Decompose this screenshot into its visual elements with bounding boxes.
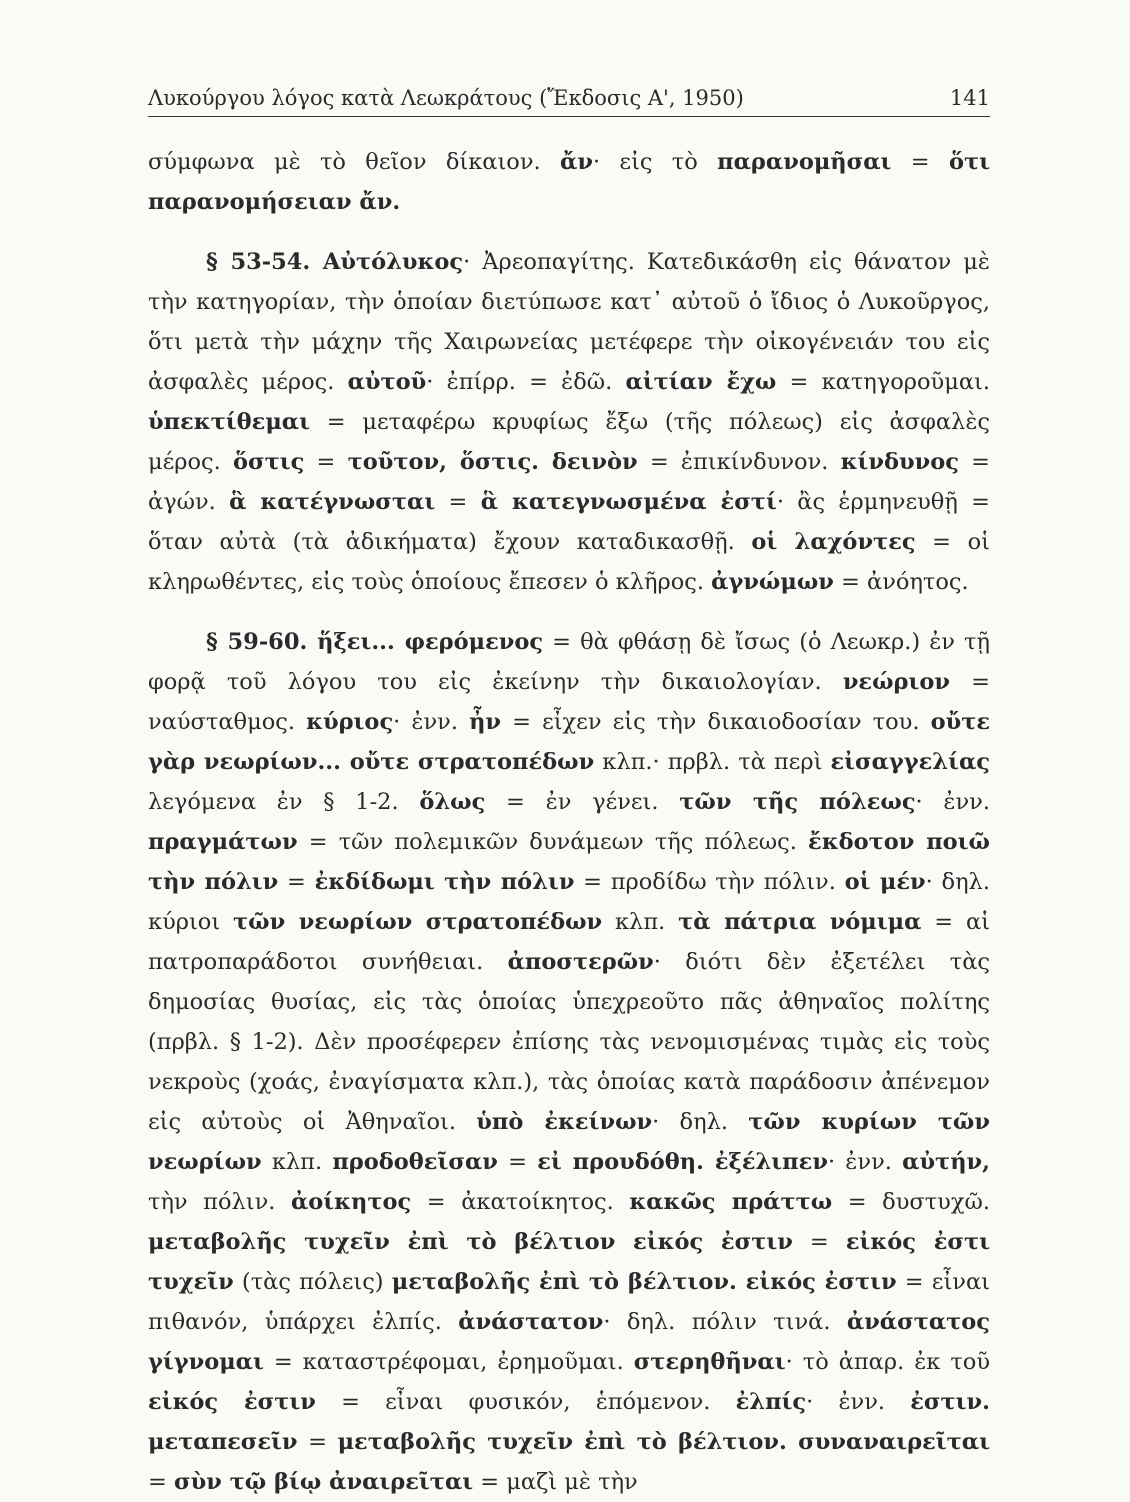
gloss-text: · ἐνν.	[827, 1149, 903, 1175]
gloss-text: = μεταφέρω κρυφίως ἔξω (τῆς πόλεως) εἰς ἀσφαλὲς μέρος.	[148, 409, 990, 475]
page-body	[148, 142, 990, 1502]
gloss-text: = εἶναι φυσικόν, ἑπόμενον.	[315, 1389, 736, 1415]
gloss-text: = ἐπικίνδυνον.	[637, 449, 841, 475]
lemma-term: ἃ κατέγνωσται	[229, 489, 436, 515]
lemma-term: ὅλως	[419, 789, 486, 815]
lemma-term: εἰ προυδόθη. ἐξέλιπεν	[537, 1149, 828, 1175]
gloss-text: · ἐνν.	[393, 709, 470, 735]
lemma-term: κύριος	[306, 709, 394, 735]
lemma-term: ἀποστερῶν	[507, 949, 654, 975]
paragraph	[148, 622, 990, 1502]
lemma-term: ἀγνώμων	[711, 569, 834, 595]
lemma-term: παρανομῆσαι	[717, 149, 892, 175]
paragraph	[148, 142, 990, 222]
gloss-text: · εἰς τὸ	[592, 149, 718, 175]
lemma-term: προδοθεῖσαν	[332, 1149, 498, 1175]
gloss-text: κλπ.· πρβλ. τὰ περὶ	[594, 749, 831, 775]
lemma-term: ἃ κατεγνωσμένα ἐστί	[480, 489, 777, 515]
gloss-text: · τὸ ἀπαρ. ἐκ τοῦ	[785, 1349, 990, 1375]
lemma-term: ἔκδοτον ποιῶ τὴν πόλιν	[148, 829, 990, 895]
lemma-term: ὑπὸ ἐκείνων	[476, 1109, 653, 1135]
gloss-text: = καταστρέφομαι, ἐρημοῦμαι.	[263, 1349, 634, 1375]
lemma-term: εἰσαγγελίας	[830, 749, 990, 775]
lemma-term: μεταβολῆς ἐπὶ τὸ βέλτιον. εἰκός ἐστιν	[391, 1269, 897, 1295]
lemma-term: κίνδυνος	[840, 449, 959, 475]
lemma-term: αὐτήν,	[902, 1149, 990, 1175]
lemma-term: εἰκός ἐστι τυχεῖν	[148, 1229, 991, 1295]
paragraph	[148, 242, 990, 602]
lemma-term: ὅτι παρανομήσειαν ἄν.	[148, 149, 990, 215]
page-number: 141	[949, 86, 990, 110]
gloss-text: =	[792, 1229, 846, 1255]
gloss-text: = εἶναι πιθανόν, ὑπάρχει ἐλπίς.	[148, 1269, 990, 1335]
lemma-term: τοῦτον, ὅστις. δεινὸν	[347, 449, 638, 475]
gloss-text: = ἀνόητος.	[833, 569, 969, 595]
lemma-term: σὺν τῷ βίῳ ἀναιρεῖται	[174, 1469, 474, 1495]
gloss-text: =	[497, 1149, 538, 1175]
gloss-text: =	[304, 449, 348, 475]
running-title: Λυκούργου λόγος κατὰ Λεωκράτους (Ἔκδοσις Α', 1950)	[148, 86, 744, 110]
lemma-term: μεταβολῆς τυχεῖν ἐπὶ τὸ βέλτιον. συναναιρεῖται	[337, 1429, 990, 1455]
lemma-term: ἀοίκητος	[290, 1189, 412, 1215]
gloss-text: λεγόμενα ἐν § 1-2.	[148, 789, 420, 815]
gloss-text: = οἱ κληρωθέντες, εἰς τοὺς ὁποίους ἔπεσεν ὁ κλῆρος.	[148, 529, 990, 595]
lemma-term: οὔτε γὰρ νεωρίων... οὔτε στρατοπέδων	[148, 709, 991, 775]
gloss-text: = κατηγοροῦμαι.	[776, 369, 990, 395]
gloss-text: · ἐπίρρ. = ἐδῶ.	[426, 369, 626, 395]
gloss-text: =	[891, 149, 949, 175]
gloss-text: κλπ.	[602, 909, 679, 935]
lemma-term: § 53-54. Αὐτόλυκος	[206, 249, 464, 275]
gloss-text: = μαζὶ μὲ τὴν	[473, 1469, 638, 1495]
lemma-term: τῶν κυρίων τῶν νεωρίων	[148, 1109, 990, 1175]
lemma-term: νεώριον	[842, 669, 950, 695]
gloss-text: = δυστυχῶ.	[832, 1189, 990, 1215]
lemma-term: ἀνάστατον	[458, 1309, 604, 1335]
gloss-text: · ἂς ἑρμηνευθῇ = ὅταν αὐτὰ (τὰ ἀδικήματα) ἔχουν καταδικασθῇ.	[148, 489, 990, 555]
gloss-text: = ναύσταθμος.	[148, 669, 990, 735]
running-header	[148, 86, 990, 117]
lemma-term: τῶν τῆς πόλεως	[679, 789, 916, 815]
gloss-text: =	[297, 1429, 338, 1455]
gloss-text: τὴν πόλιν.	[148, 1189, 291, 1215]
gloss-text: = ἀγών.	[148, 449, 990, 515]
lemma-term: ἐκδίδωμι τὴν πόλιν	[314, 869, 575, 895]
lemma-term: αὐτοῦ	[347, 369, 427, 395]
lemma-term: § 59-60. ἥξει... φερόμενος	[206, 629, 544, 655]
gloss-text: · ἐνν.	[915, 789, 990, 815]
lemma-term: ὅστις	[233, 449, 305, 475]
gloss-text: = προδίδω τὴν πόλιν.	[574, 869, 845, 895]
gloss-text: = εἶχεν εἰς τὴν δικαιοδοσίαν του.	[501, 709, 931, 735]
gloss-text: = αἱ πατροπαράδοτοι συνήθειαι.	[148, 909, 990, 975]
gloss-text: · δηλ. πόλιν τινά.	[603, 1309, 847, 1335]
lemma-term: τῶν νεωρίων στρατοπέδων	[233, 909, 603, 935]
lemma-term: ὑπεκτίθεμαι	[148, 409, 311, 435]
gloss-text: = ἐν γένει.	[485, 789, 680, 815]
gloss-text: · ἐνν.	[806, 1389, 911, 1415]
gloss-text: =	[435, 489, 481, 515]
lemma-term: εἰκός ἐστιν	[148, 1389, 316, 1415]
gloss-text: =	[278, 869, 315, 895]
gloss-text: =	[148, 1469, 175, 1495]
gloss-text: = τῶν πολεμικῶν δυνάμεων τῆς πόλεως.	[297, 829, 809, 855]
gloss-text: σύμφωνα μὲ τὸ θεῖον δίκαιον.	[148, 149, 560, 175]
lemma-term: οἱ λαχόντες	[751, 529, 916, 555]
lemma-term: ἐλπίς	[735, 1389, 807, 1415]
lemma-term: μεταβολῆς τυχεῖν ἐπὶ τὸ βέλτιον εἰκός ἐστιν	[148, 1229, 793, 1255]
lemma-term: ἄν	[560, 149, 593, 175]
gloss-text: = ἀκατοίκητος.	[411, 1189, 630, 1215]
gloss-text: · διότι δὲν ἐξετέλει τὰς δημοσίας θυσίας, εἰς τὰς ὁποίας ὑπεχρεοῦτο πᾶς ἀθηναῖος πολίτης (πρβλ. § 1-2). Δὲν προσέφερεν ἐπίσης τὰς νενομισμένας τιμὰς εἰς τοὺς νεκροὺς (χοάς, ἐναγίσματα κλπ.), τὰς ὁποίας κατὰ παράδοσιν ἀπένεμον εἰς αὐτοὺς οἱ Ἀθηναῖοι.	[148, 949, 990, 1135]
lemma-term: πραγμάτων	[148, 829, 298, 855]
gloss-text: κλπ.	[261, 1149, 333, 1175]
gloss-text: (τὰς πόλεις)	[233, 1269, 392, 1295]
lemma-term: ἀνάστατος γίγνομαι	[148, 1309, 991, 1375]
gloss-text: · δηλ.	[652, 1109, 749, 1135]
gloss-text: · Ἀρεοπαγίτης. Κατεδικάσθη εἰς θάνατον μὲ τὴν κατηγορίαν, τὴν ὁποίαν διετύπωσε κατ᾽ αὐτοῦ ὁ ἴδιος ὁ Λυκοῦργος, ὅτι μετὰ τὴν μάχην τῆς Χαιρωνείας μετέφερε τὴν οἰκογένειάν του εἰς ἀσφαλὲς μέρος.	[148, 249, 991, 395]
lemma-term: ἦν	[469, 709, 502, 735]
lemma-term: ἐστιν. μεταπεσεῖν	[148, 1389, 990, 1455]
lemma-term: τὰ πάτρια νόμιμα	[678, 909, 922, 935]
gloss-text: · δηλ. κύριοι	[148, 869, 990, 935]
lemma-term: αἰτίαν ἔχω	[625, 369, 777, 395]
lemma-term: οἱ μέν	[844, 869, 926, 895]
lemma-term: κακῶς πράττω	[629, 1189, 833, 1215]
gloss-text: = θὰ φθάσῃ δὲ ἴσως (ὁ Λεωκρ.) ἐν τῇ φορᾷ τοῦ λόγου του εἰς ἐκείνην τὴν δικαιολογίαν.	[148, 629, 990, 695]
lemma-term: στερηθῆναι	[633, 1349, 786, 1375]
